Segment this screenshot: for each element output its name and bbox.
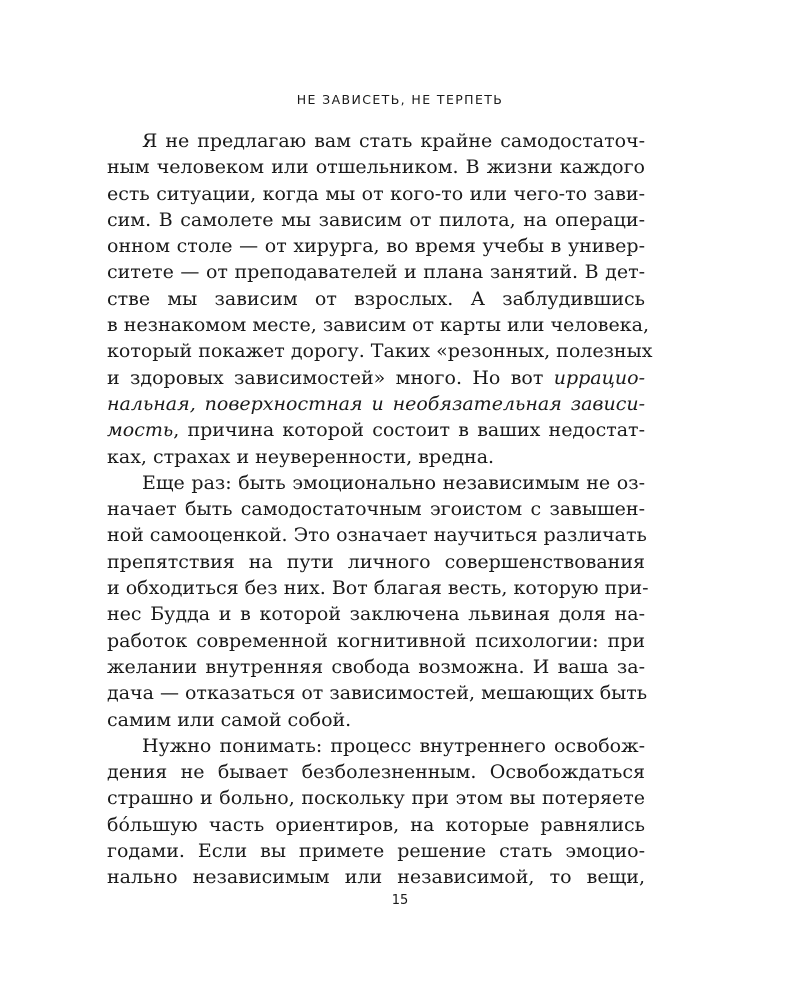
text-line: работок современной когнитивной психологии: при bbox=[107, 629, 645, 652]
text-line bbox=[107, 417, 645, 443]
page-number: 15 bbox=[391, 893, 409, 908]
text-line: Нужно понимать: процесс внутреннего освобож- bbox=[142, 734, 645, 757]
text-line: и обходиться без них. Вот благая весть, которую при- bbox=[107, 577, 649, 600]
italic-text-run: нальная, поверхностная и необязательная зависи- bbox=[107, 392, 645, 415]
text-line: Еще раз: быть эмоционально независимым не оз- bbox=[142, 471, 645, 494]
text-line bbox=[107, 365, 645, 391]
text-line: стве мы зависим от взрослых. А заблудившись bbox=[107, 287, 645, 310]
text-line: нес Будда и в которой заключена львиная доля на- bbox=[107, 603, 645, 626]
text-run: , причина которой состоит в ваших недостат- bbox=[173, 419, 645, 442]
text-line: страшно и больно, поскольку при этом вы потеряете bbox=[107, 787, 645, 810]
text-line: ной самооценкой. Это означает научиться различать bbox=[107, 524, 647, 547]
italic-text-run: мость bbox=[107, 419, 174, 442]
running-head: НЕ ЗАВИСЕТЬ, НЕ ТЕРПЕТЬ bbox=[296, 92, 504, 107]
text-line: препятствия на пути личного совершенствования bbox=[107, 550, 645, 573]
body-text bbox=[107, 128, 653, 891]
text-line: онном столе — от хирурга, во время учебы в универ- bbox=[107, 235, 645, 258]
text-line: сим. В самолете мы зависим от пилота, на операци- bbox=[107, 208, 645, 231]
text-line: который покажет дорогу. Таких «резонных, полезных bbox=[107, 340, 653, 363]
text-line: есть ситуации, когда мы от кого-то или чего-то зави- bbox=[107, 182, 645, 205]
text-line: Я не предлагаю вам стать крайне самодостаточ- bbox=[142, 130, 645, 152]
text-line: нально независимым или независимой, то вещи, bbox=[107, 866, 645, 889]
text-line: желании внутренняя свобода возможна. И ваша за- bbox=[107, 655, 645, 678]
text-line: дения не бывает безболезненным. Освобождаться bbox=[107, 761, 645, 784]
italic-text-run: иррацио- bbox=[553, 366, 645, 389]
text-line: бóльшую часть ориентиров, на которые равнялись bbox=[107, 813, 645, 836]
text-line: ным человеком или отшельником. В жизни каждого bbox=[107, 156, 645, 179]
text-run: и здоровых зависимостей» много. Но вот bbox=[107, 366, 554, 389]
text-line: дача — отказаться от зависимостей, мешающих быть bbox=[107, 682, 648, 705]
text-line: годами. Если вы примете решение стать эмоцио- bbox=[107, 840, 645, 863]
text-line: самим или самой собой. bbox=[107, 708, 352, 731]
text-line: начает быть самодостаточным эгоистом с завышен- bbox=[107, 498, 645, 521]
text-line bbox=[107, 391, 645, 417]
text-line: ситете — от преподавателей и плана занятий. В дет- bbox=[107, 261, 645, 284]
text-line: в незнакомом месте, зависим от карты или человека, bbox=[107, 314, 649, 337]
text-line: ках, страхах и неуверенности, вредна. bbox=[107, 445, 495, 468]
